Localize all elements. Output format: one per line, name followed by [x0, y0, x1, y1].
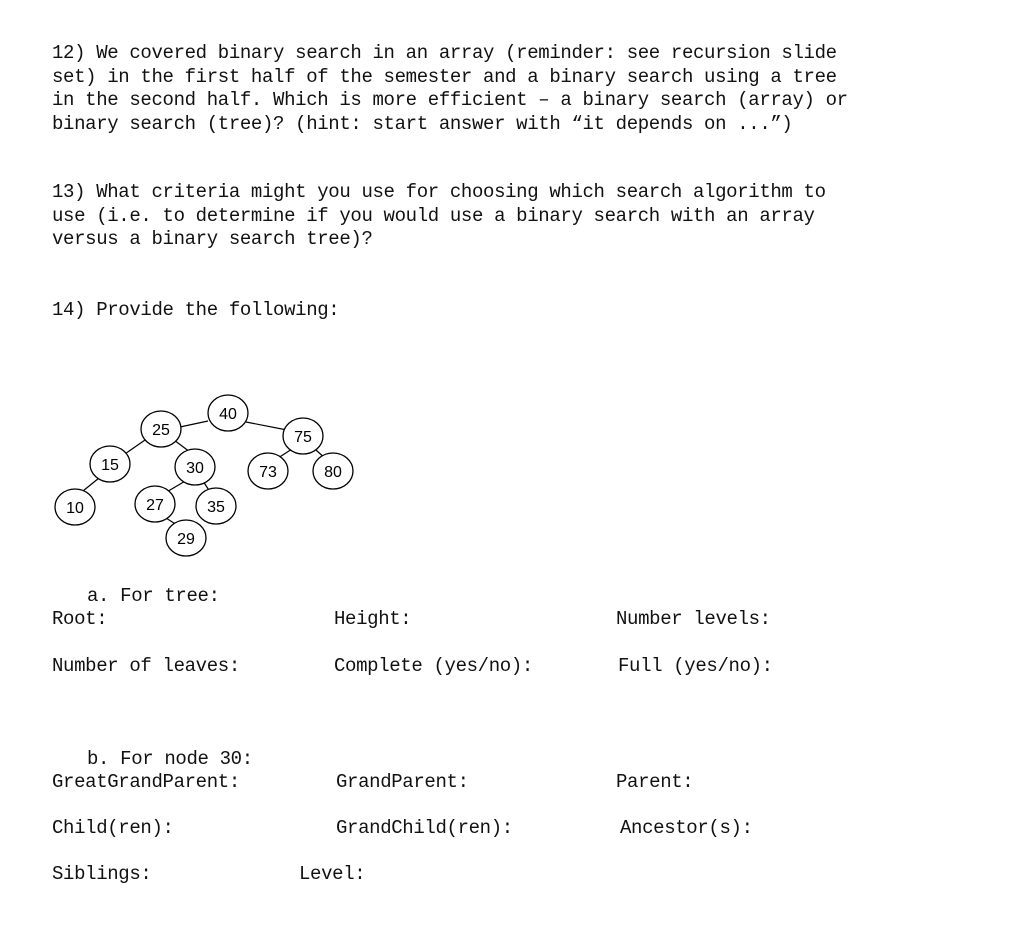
root-label: Root: [52, 608, 108, 630]
number-of-leaves-label: Number of leaves: [52, 655, 240, 677]
node-label-80: 80 [324, 464, 342, 481]
q12-line-3: in the second half. Which is more efficient – a binary search (array) or [52, 89, 848, 111]
height-label: Height: [334, 608, 412, 630]
q13-line-3: versus a binary search tree)? [52, 228, 373, 250]
level-label: Level: [299, 863, 366, 885]
edge-40-25 [180, 421, 208, 427]
q13-line-1: 13) What criteria might you use for choosing which search algorithm to [52, 181, 826, 203]
node-label-10: 10 [66, 500, 84, 517]
part-a-heading: a. For tree: [87, 585, 220, 607]
node-label-40: 40 [219, 406, 237, 423]
parent-label: Parent: [616, 771, 694, 793]
node-label-25: 25 [152, 422, 170, 439]
siblings-label: Siblings: [52, 863, 152, 885]
ancestors-label: Ancestor(s): [620, 817, 753, 839]
grandparent-label: GrandParent: [336, 771, 469, 793]
great-grandparent-label: GreatGrandParent: [52, 771, 240, 793]
node-label-73: 73 [259, 464, 277, 481]
node-label-29: 29 [177, 531, 195, 548]
node-label-35: 35 [207, 499, 225, 516]
q13-line-2: use (i.e. to determine if you would use a binary search with an array [52, 204, 815, 227]
complete-label: Complete (yes/no): [334, 655, 533, 677]
grandchildren-label: GrandChild(ren): [336, 817, 513, 839]
node-label-15: 15 [101, 457, 119, 474]
full-label: Full (yes/no): [618, 655, 773, 677]
node-label-27: 27 [146, 497, 164, 514]
q12-line-1: 12) We covered binary search in an array (reminder: see recursion slide [52, 42, 837, 64]
q12-line-2: set) in the first half of the semester and a binary search using a tree [52, 65, 837, 88]
number-levels-label: Number levels: [616, 608, 771, 630]
part-b-heading: b. For node 30: [87, 748, 253, 770]
node-label-75: 75 [294, 429, 312, 446]
children-label: Child(ren): [52, 817, 174, 839]
node-label-30: 30 [186, 460, 204, 477]
q14-prompt: 14) Provide the following: [52, 299, 340, 321]
q12-line-4: binary search (tree)? (hint: start answer with “it depends on ...”) [52, 112, 793, 135]
edge-40-75 [246, 422, 287, 430]
